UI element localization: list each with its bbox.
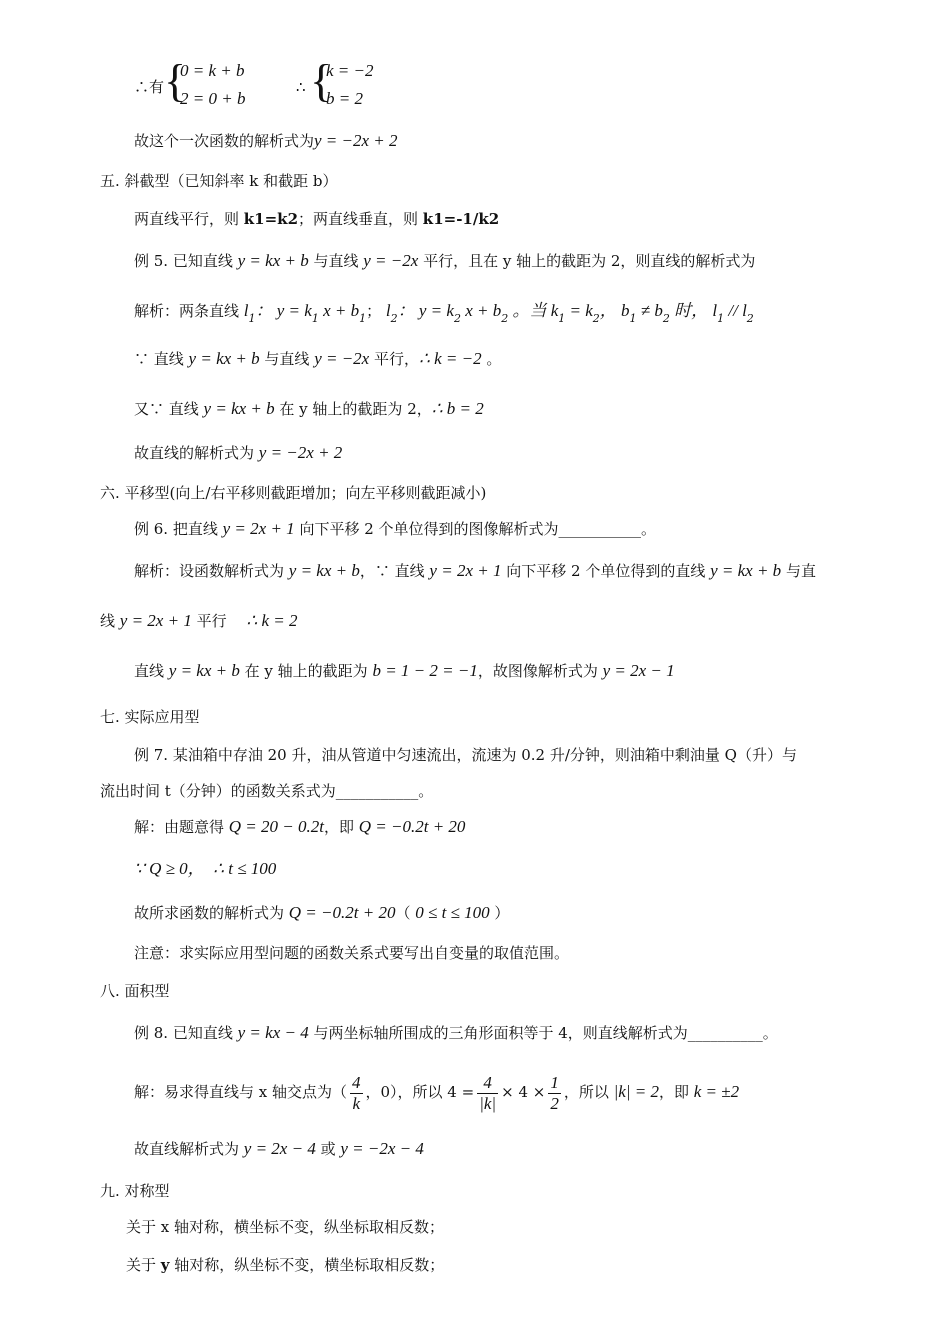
fraction-4-over-abs-k: $\frac{4}{|k|}$ bbox=[479, 1072, 497, 1113]
example-5-step-2: 又∵ 直线 y = kx + b 在 y 轴上的截距为 2，∴ b = 2 bbox=[134, 399, 484, 418]
example-5-conclusion: 故直线的解析式为 y = −2x + 2 bbox=[134, 443, 343, 462]
equation-1: 0 = k + b bbox=[180, 61, 245, 80]
left-brace-2: { bbox=[310, 55, 333, 106]
example-7-step-2: ∵ Q ≥ 0， ∴ t ≤ 100 bbox=[134, 859, 277, 878]
example-6-conclusion: 直线 y = kx + b 在 y 轴上的截距为 b = 1 − 2 = −1，故图像解析式为 y = 2x − 1 bbox=[134, 661, 675, 680]
left-brace: { bbox=[164, 55, 187, 106]
section-9-heading: 九. 对称型 bbox=[100, 1182, 170, 1200]
example-7-line-1: 例 7. 某油箱中存油 20 升，油从管道中匀速流出，流速为 0.2 升/分钟，则油箱中剩油量 Q（升）与 bbox=[134, 746, 797, 764]
example-7-conclusion: 故所求函数的解析式为 Q = −0.2t + 20（ 0 ≤ t ≤ 100 ） bbox=[134, 903, 510, 922]
section-7-heading: 七. 实际应用型 bbox=[100, 708, 200, 726]
therefore-have: ∴有 bbox=[134, 78, 165, 96]
example-7-step-1: 解：由题意得 Q = 20 − 0.2t，即 Q = −0.2t + 20 bbox=[134, 817, 466, 836]
therefore-symbol: ∴ bbox=[296, 78, 306, 96]
section-5-rule: 两直线平行，则 k1=k2；两直线垂直，则 k1=-1/k2 bbox=[134, 210, 500, 228]
example-5-step-1: ∵ 直线 y = kx + b 与直线 y = −2x 平行，∴ k = −2 。 bbox=[134, 349, 502, 368]
section-8-heading: 八. 面积型 bbox=[100, 982, 170, 1000]
example-8-conclusion: 故直线解析式为 y = 2x − 4 或 y = −2x − 4 bbox=[134, 1139, 424, 1158]
example-5: 例 5. 已知直线 y = kx + b 与直线 y = −2x 平行，且在 y 轴上的截距为 2，则直线的解析式为 bbox=[134, 251, 756, 270]
example-5-analysis: 解析：两条直线 $l_1$： $y = k_1$ $x + b_1$； $l_2$： $y = k_2$ $x + b_2$ 。当 $k_1 = k_2$， $b_1 \ne b_2$ 时， $l_1 // l_2$ bbox=[134, 301, 754, 325]
conclusion-line: 故这个一次函数的解析式为y = −2x + 2 bbox=[134, 131, 398, 150]
fraction-4-over-k: $\frac{4}{k}$ bbox=[352, 1072, 361, 1113]
example-8-solution: 解：易求得直线与 x 轴交点为（ $\frac{4}{k}$ ，0），所以 4 = $\frac{4}{|k|}$ × 4 × $\frac{1}{2}$ ，所以 |k| = 2，即 k = ±2 bbox=[134, 1072, 740, 1113]
equation-2: 2 = 0 + b bbox=[180, 89, 246, 108]
x-axis-symmetry: 关于 x 轴对称，横坐标不变，纵坐标取相反数； bbox=[126, 1218, 444, 1236]
example-6-analysis: 解析：设函数解析式为 y = kx + b，∵ 直线 y = 2x + 1 向下平移 2 个单位得到的直线 y = kx + b 与直 bbox=[134, 561, 816, 580]
result-b: b = 2 bbox=[326, 89, 363, 108]
example-6-analysis-cont: 线 y = 2x + 1 平行 ∴ k = 2 bbox=[100, 611, 298, 630]
fraction-1-over-2: $\frac{1}{2}$ bbox=[550, 1072, 559, 1113]
example-7-note: 注意：求实际应用型问题的函数关系式要写出自变量的取值范围。 bbox=[134, 944, 570, 962]
example-7-line-2: 流出时间 t（分钟）的函数关系式为___________。 bbox=[100, 782, 434, 800]
result-k: k = −2 bbox=[326, 61, 374, 80]
section-6-heading: 六. 平移型(向上/右平移则截距增加；向左平移则截距减小) bbox=[100, 484, 487, 502]
example-8: 例 8. 已知直线 y = kx − 4 与两坐标轴所围成的三角形面积等于 4，则直线解析式为__________。 bbox=[134, 1023, 778, 1042]
y-axis-symmetry: 关于 y 轴对称，纵坐标不变，横坐标取相反数； bbox=[126, 1256, 445, 1274]
section-5-heading: 五. 斜截型（已知斜率 k 和截距 b） bbox=[100, 172, 338, 190]
example-6: 例 6. 把直线 y = 2x + 1 向下平移 2 个单位得到的图像解析式为___________。 bbox=[134, 519, 657, 538]
